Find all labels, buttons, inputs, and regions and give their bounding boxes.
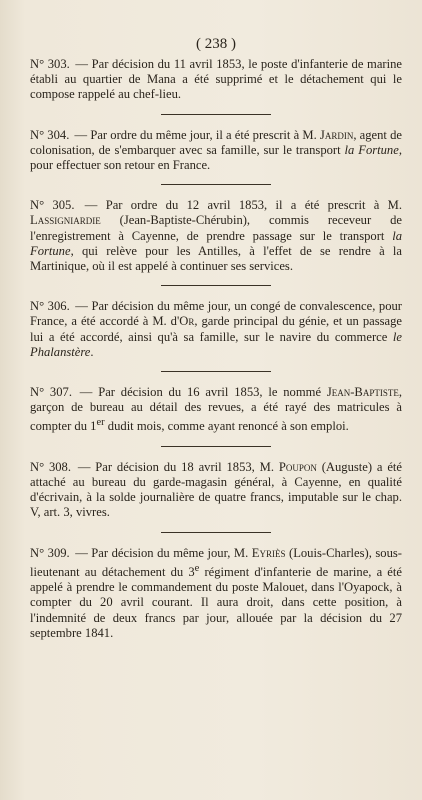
ordinal-suffix: e — [194, 562, 200, 574]
entry-text: — Par ordre du même jour, il a été prescrit à M. — [74, 127, 317, 142]
entry-305 — [30, 198, 402, 274]
entry-number: N° 309. — [30, 545, 70, 560]
entry-306 — [30, 299, 402, 360]
person-name: Jardin — [319, 127, 354, 142]
separator-rule — [161, 446, 271, 447]
entry-308 — [30, 460, 402, 521]
entry-text: — Par décision du même jour, M. — [75, 545, 249, 560]
ship-name: la Fortune — [30, 228, 403, 258]
entry-number: N° 305. — [30, 198, 75, 213]
entry-text: , pour effectuer son retour en France. — [30, 142, 402, 173]
separator-rule — [161, 371, 271, 372]
entry-309 — [30, 546, 402, 641]
page-number: ( 238 ) — [196, 36, 236, 52]
entry-text: , garçon de bureau au détail des revues, a été rayé des matricules à compter du — [30, 385, 402, 434]
separator-rule — [161, 184, 271, 185]
entry-text: (Auguste) a été attaché au bureau du garde-magasin général, à Cayenne, en qualité d'écrivain, à la solde journalière de quatre francs, imputable sur le chap. V, art. 3, vivres. — [30, 459, 403, 520]
entry-text: (Louis-Charles), sous-lieutenant au détachement du — [30, 545, 402, 580]
entry-text: , agent de colonisation, de s'embarquer avec sa famille, sur le transport — [30, 127, 402, 157]
entry-number: N° 304. — [30, 127, 70, 142]
entry-text: (Jean-Baptiste-Chérubin), commis receveur de l'enregistrement à Cayenne, de prendre passage sur le transport — [30, 213, 402, 243]
entry-number: N° 306. — [30, 299, 70, 314]
person-name: Lassigniardie — [30, 213, 101, 228]
ordinal-number: 3 — [188, 565, 195, 580]
person-name: Jean-Baptiste — [326, 385, 399, 400]
entry-number: N° 307. — [30, 385, 72, 400]
separator-rule — [161, 285, 271, 286]
ordinal-number: 1 — [90, 419, 97, 434]
person-name: Eyriès — [251, 545, 286, 560]
entry-307 — [30, 385, 402, 435]
ship-name: la Fortune — [344, 142, 399, 157]
entry-text: dudit mois, comme ayant renoncé à son emploi. — [107, 419, 349, 434]
separator-rule — [161, 114, 271, 115]
ship-name: le Phalanstère — [30, 329, 402, 359]
ordinal-suffix: er — [96, 417, 105, 429]
entry-text: , garde principal du génie, et un passage lui a été accordé, ainsi qu'à sa famille, sur le navire du commerce — [30, 314, 402, 344]
entry-text: — Par décision du même jour, un congé de convalescence, pour France, a été accordé à M. d' — [30, 299, 402, 329]
entry-303 — [30, 57, 402, 103]
entry-text: . — [90, 344, 94, 359]
entry-text: régiment d'infanterie de marine, a été appelé à prendre le commandement du poste Malouet, dans l'Oyapock, à compter du 20 avril courant. Il aura droit, dans cette position, à l'indemnité de deux francs par jour, allouée par la décision du 27 septembre 1841. — [30, 565, 402, 640]
entry-number: N° 303. — [30, 57, 70, 71]
entry-text: — Par décision du 16 avril 1853, le nommé — [79, 385, 322, 400]
entry-text: — Par décision du 11 avril 1853, le poste d'infanterie de marine établi au quartier de Mana a été supprimé et le détachement qui le compose rappelé au chef-lieu. — [30, 57, 402, 102]
entry-number: N° 308. — [30, 459, 72, 474]
entry-text: , qui relève pour les Antilles, à l'effet de se rendre à la Martinique, où il est appelé à continuer ses services. — [30, 243, 402, 274]
entry-text: — Par décision du 18 avril 1853, M. — [77, 459, 274, 474]
person-name: Poupon — [278, 459, 317, 474]
person-name: Or — [179, 314, 195, 329]
separator-rule — [161, 532, 271, 533]
entry-text: — Par ordre du 12 avril 1853, il a été prescrit à M. — [84, 198, 402, 213]
entry-304 — [30, 128, 402, 174]
